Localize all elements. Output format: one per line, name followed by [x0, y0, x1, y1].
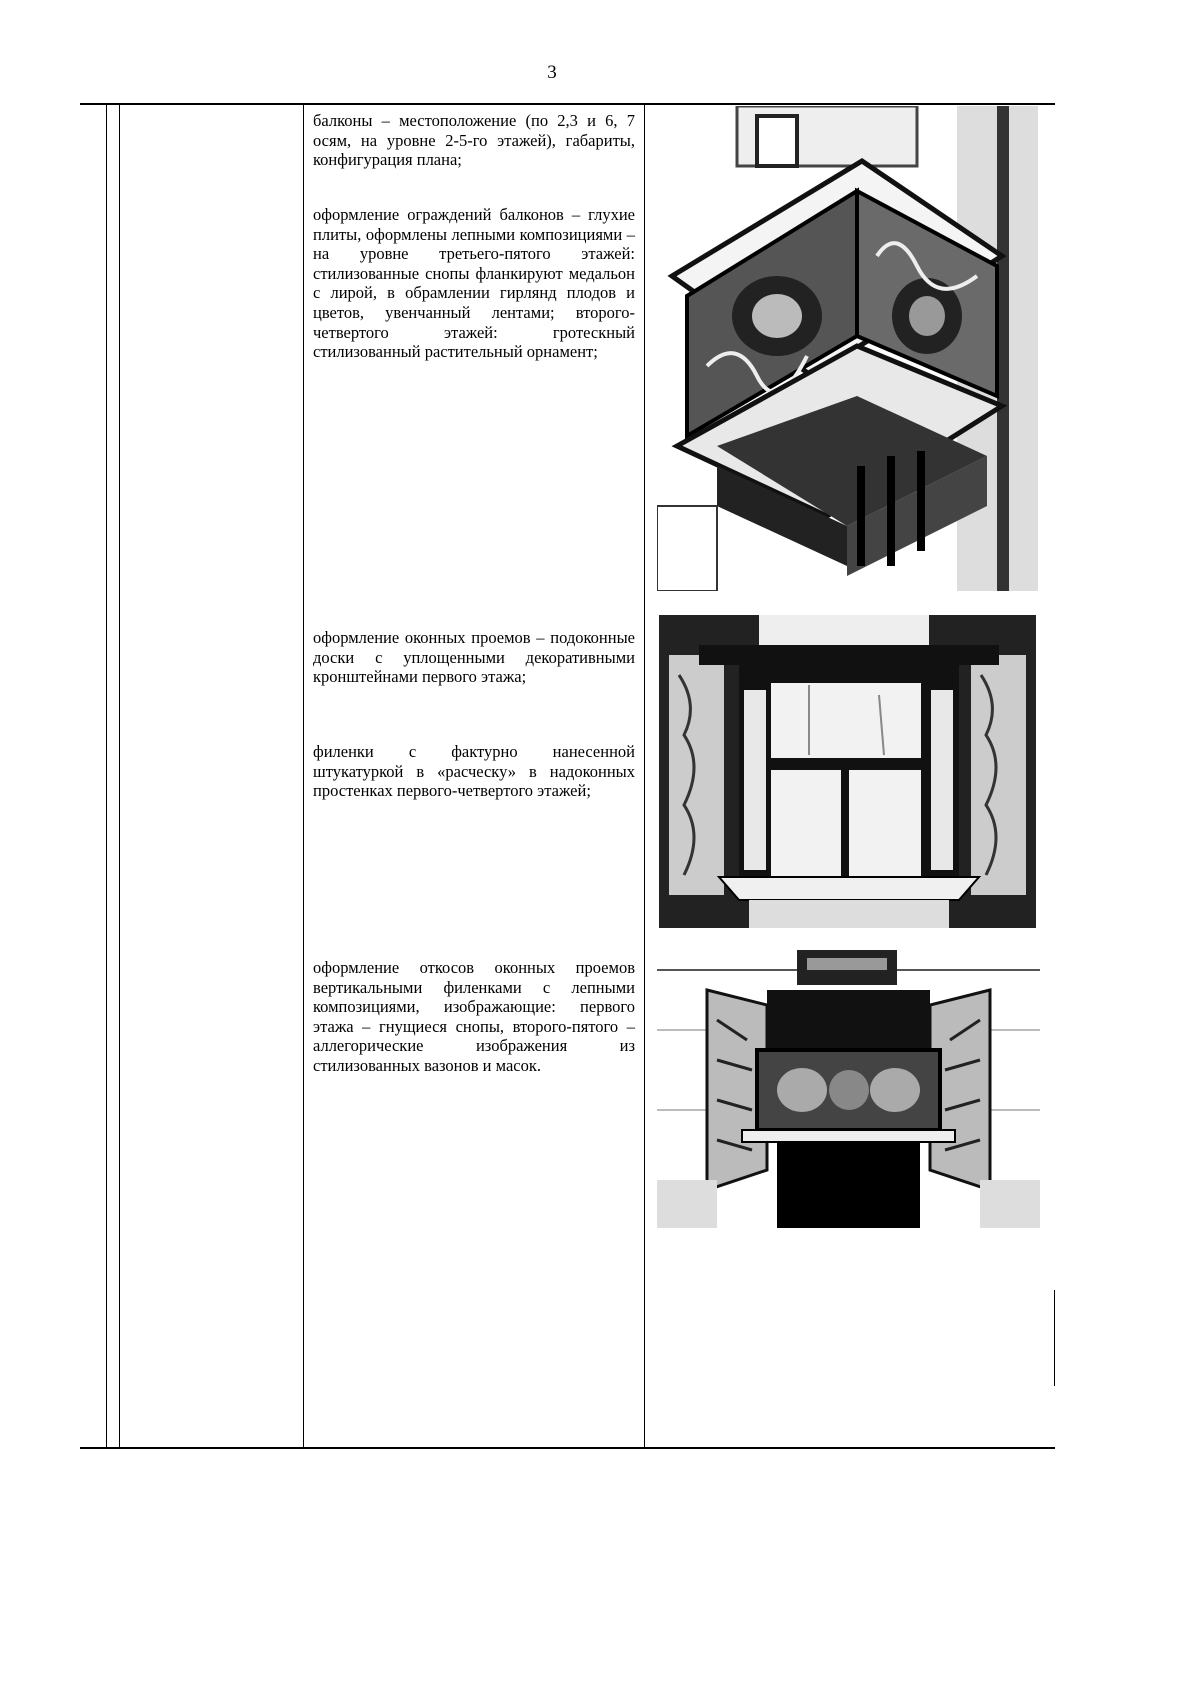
- column-divider-1: [106, 103, 107, 1449]
- window-slopes-text: оформление откосов оконных проемов вертикальными филенками с лепными композициями, изображающие: первого этажа – гнущиеся снопы, второго-пятого – аллегорические изображения из стилизованных вазонов и масок.: [313, 958, 635, 1075]
- balcony-railing-text: оформление ограждений балконов – глухие плиты, оформлены лепными композициями – на уровне третьего-пятого этажей: стилизованные снопы фланкируют медальон с лирой, в обрамлении гирлянд плодов и цветов, увенчанный лентами; второго-четвертого этажей: гротескный стилизованный растительный орнамент;: [313, 205, 635, 362]
- column-divider-2: [119, 103, 120, 1449]
- column-divider-4: [644, 103, 645, 1449]
- table-right-border: [1054, 1290, 1055, 1386]
- balcony-photo: [657, 106, 1038, 591]
- window-panels-text: филенки с фактурно нанесенной штукатуркой в «расческу» в надоконных простенках первого-четвертого этажей;: [313, 742, 635, 801]
- page-number: 3: [547, 62, 557, 83]
- table-bottom-border: [80, 1447, 1055, 1449]
- window-photo: [659, 615, 1036, 928]
- window-openings-text: оформление оконных проемов – подоконные доски с уплощенными декоративными кронштейнами первого этажа;: [313, 628, 635, 687]
- balcony-location-text: балконы – местоположение (по 2,3 и 6, 7 осям, на уровне 2-5-го этажей), габариты, конфигурация плана;: [313, 111, 635, 170]
- table-top-border: [80, 103, 1055, 105]
- column-divider-3: [303, 103, 304, 1449]
- window-slopes-photo: [657, 950, 1040, 1228]
